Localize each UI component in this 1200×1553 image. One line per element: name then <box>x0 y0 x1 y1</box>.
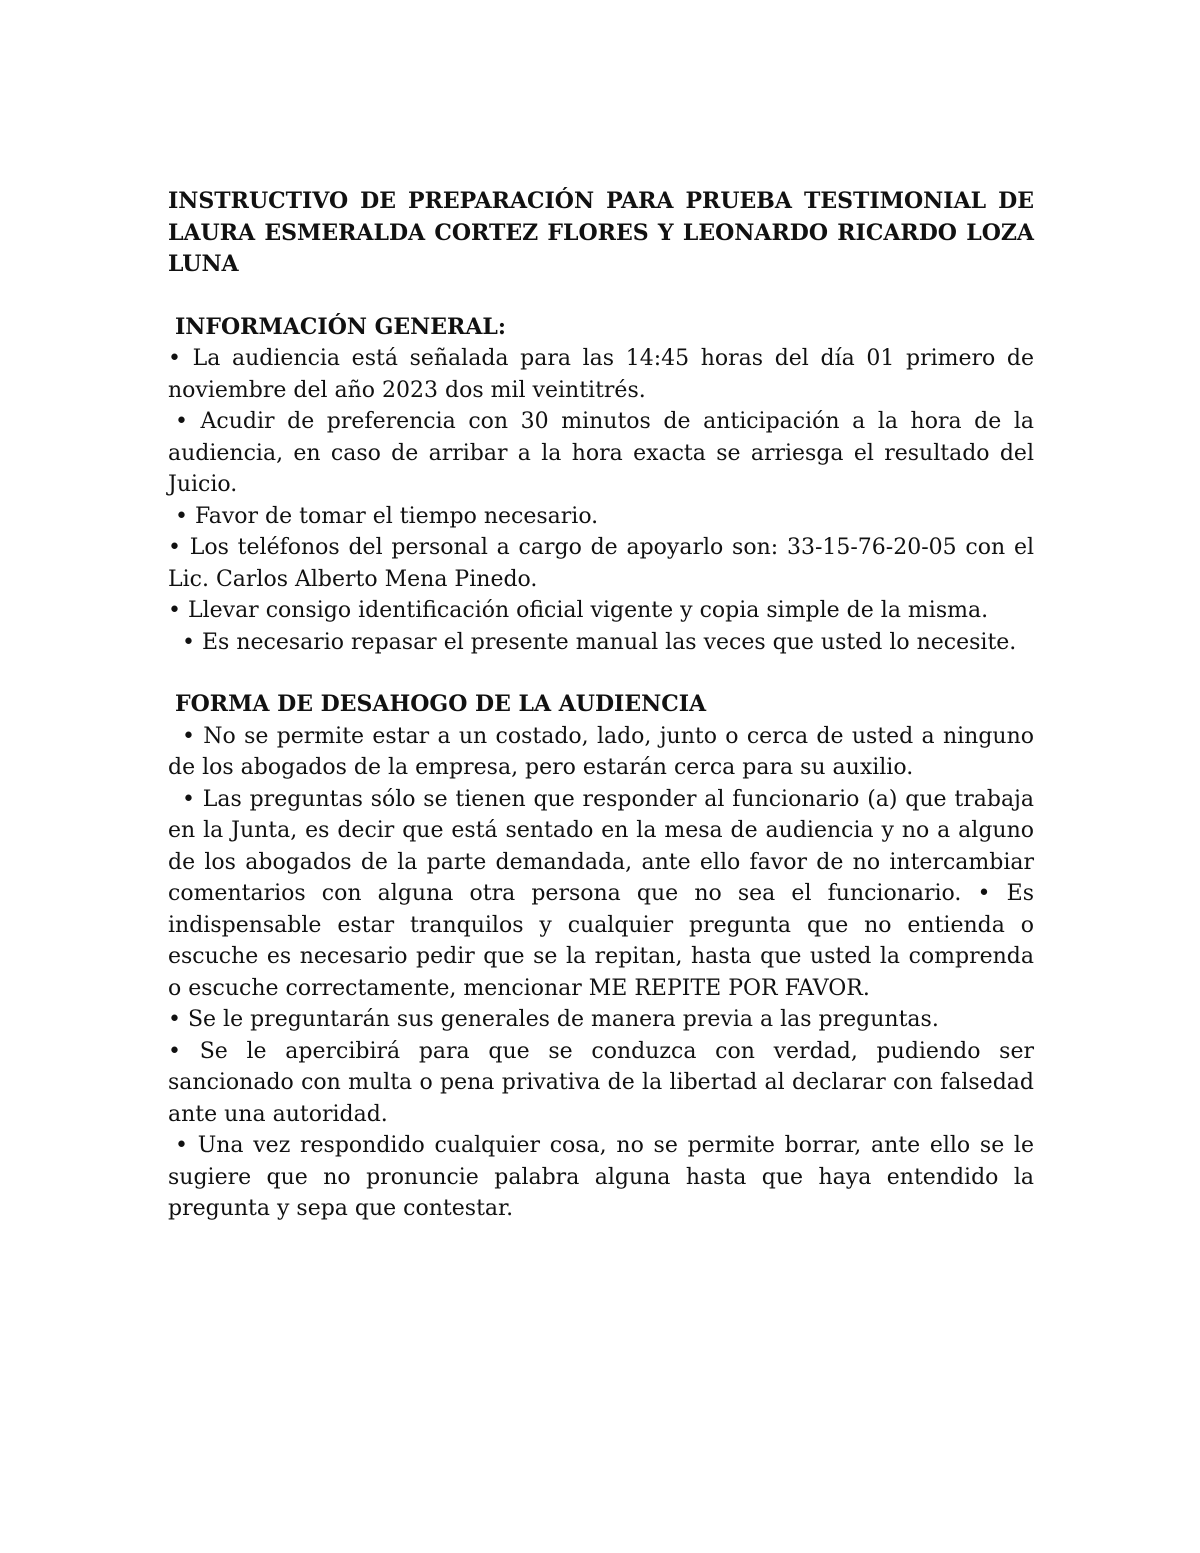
section-heading: INFORMACIÓN GENERAL: <box>175 313 506 340</box>
list-item: • Favor de tomar el tiempo necesario. <box>175 503 599 529</box>
list-item: • Se le apercibirá para que se conduzca con verdad, pudiendo ser sancionado con multa o pena privativa de la libertad al declarar con falsedad ante una autoridad. <box>168 1038 1034 1127</box>
list-item: • Es necesario repasar el presente manual las veces que usted lo necesite. <box>182 629 1017 655</box>
list-item: • No se permite estar a un costado, lado, junto o cerca de usted a ninguno de los abogados de la empresa, pero estarán cerca para su auxilio. <box>168 723 1034 780</box>
section-heading: FORMA DE DESAHOGO DE LA AUDIENCIA <box>175 691 707 717</box>
list-item: • Se le preguntarán sus generales de manera previa a las preguntas. <box>168 1007 939 1032</box>
list-item: • Los teléfonos del personal a cargo de apoyarlo son: 33-15-76-20-05 con el Lic. Carlos Alberto Mena Pinedo. <box>168 535 1034 592</box>
list-item: • La audiencia está señalada para las 14:45 horas del día 01 primero de noviembre del año 2023 dos mil veintitrés. <box>168 346 1034 403</box>
document-title: INSTRUCTIVO DE PREPARACIÓN PARA PRUEBA TESTIMONIAL DE LAURA ESMERALDA CORTEZ FLORES Y LEONARDO RICARDO LOZA LUNA <box>168 188 1034 277</box>
section-hearing-procedure <box>168 689 1034 1225</box>
section-general-info <box>168 312 1034 659</box>
list-item: • Acudir de preferencia con 30 minutos de anticipación a la hora de la audiencia, en caso de arribar a la hora exacta se arriesga el resultado del Juicio. <box>168 409 1034 497</box>
document-page <box>168 186 1034 1225</box>
list-item: • Llevar consigo identificación oficial vigente y copia simple de la misma. <box>168 598 989 623</box>
list-item: • Las preguntas sólo se tienen que responder al funcionario (a) que trabaja en la Junta, es decir que está sentado en la mesa de audiencia y no a alguno de los abogados de la parte demandada, ante ello favor de no intercambiar comentarios con alguna otra persona que no sea el funcionario. • Es indispensable estar tranquilos y cualquier pregunta que no entienda o escuche es necesario pedir que se la repitan, hasta que usted la comprenda o escuche correctamente, mencionar ME REPITE POR FAVOR. <box>168 786 1034 1001</box>
list-item: • Una vez respondido cualquier cosa, no se permite borrar, ante ello se le sugiere que no pronuncie palabra alguna hasta que haya entendido la pregunta y sepa que contestar. <box>168 1133 1034 1221</box>
